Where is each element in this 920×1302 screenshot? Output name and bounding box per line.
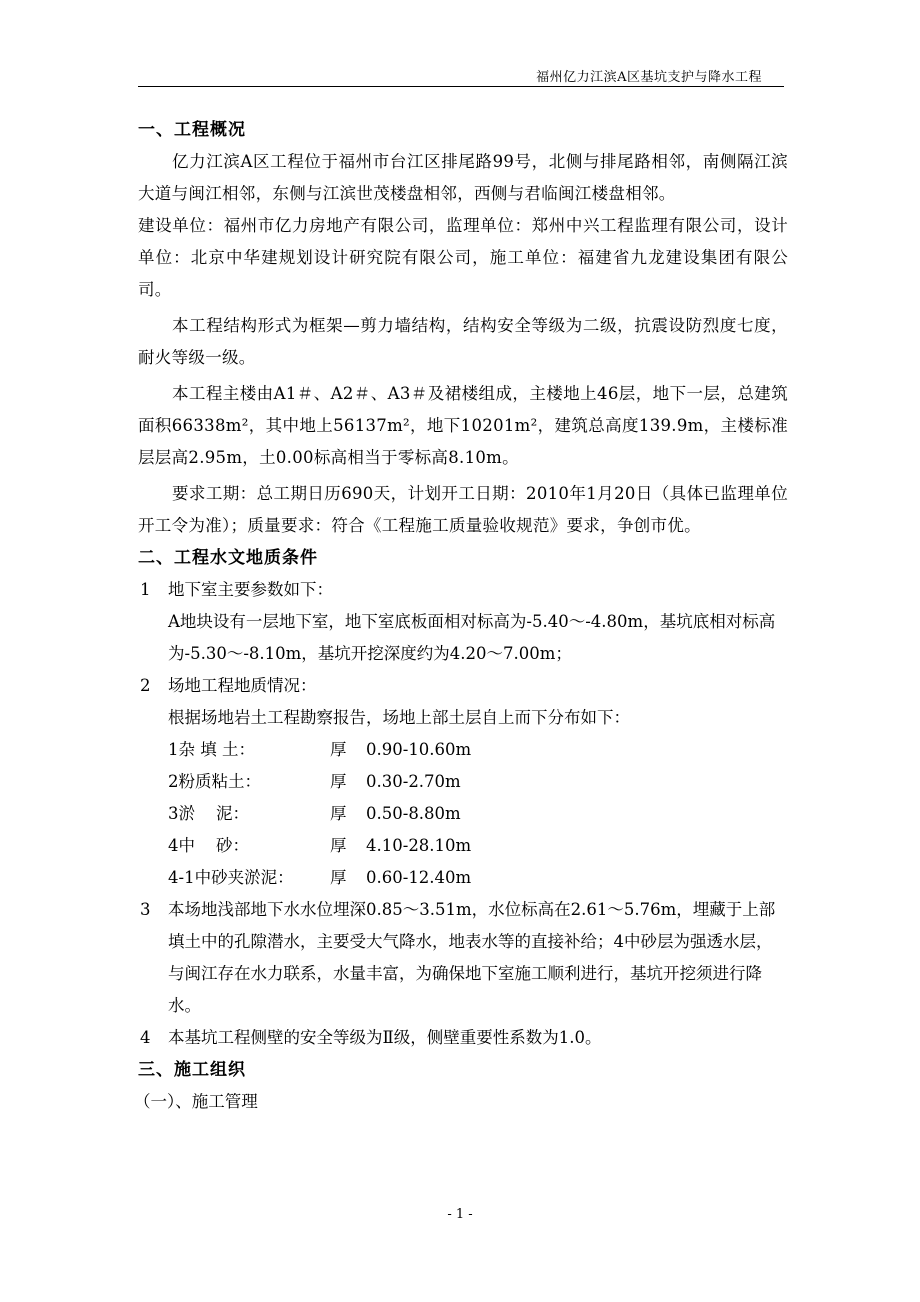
header-title: 福州亿力江滨A区基坑支护与降水工程 [536,70,762,85]
soil-layer-row [138,830,788,862]
soil-name: 2粉质粘土： [168,772,261,791]
soil-name: 1杂 填 土： [168,740,255,759]
building-paragraph: 本工程主楼由A1＃、A2＃、A3＃及裙楼组成，主楼地上46层，地下一层，总建筑面积66338m²，其中地上56137m²，地下10201m²，建筑总高度139.9m，主楼标准层层高2.95m，土0.00标高相当于零标高8.10m。 [138,384,788,467]
soil-layer-row [138,862,788,894]
soil-layer-row [138,766,788,798]
soil-name: 4-1中砂夹淤泥： [168,868,294,887]
soil-thickness-value: 0.30-2.70m [366,772,461,791]
item-2-body: 根据场地岩土工程勘察报告，场地上部土层自上而下分布如下： [168,708,630,727]
page-header [138,66,784,87]
section-3-subtitle: （一）、施工管理 [134,1092,258,1111]
soil-thickness-value: 0.60-12.40m [366,868,472,887]
document-body [134,114,788,1118]
item-4-body: 本基坑工程侧壁的安全等级为Ⅱ级，侧壁重要性系数为1.0。 [168,1028,602,1047]
soil-thickness-label: 厚 [330,836,347,855]
soil-thickness-value: 0.50-8.80m [366,804,461,823]
soil-thickness-label: 厚 [330,740,347,759]
soil-layer-row [138,798,788,830]
soil-thickness-value: 0.90-10.60m [366,740,472,759]
item-4-number: 4 [140,1028,151,1047]
soil-thickness-value: 4.10-28.10m [366,836,472,855]
item-2-number: 2 [140,676,151,695]
soil-thickness-label: 厚 [330,804,347,823]
project-location-paragraph: 亿力江滨A区工程位于福州市台江区排尾路99号，北侧与排尾路相邻，南侧隔江滨大道与闽江相邻，东侧与江滨世茂楼盘相邻，西侧与君临闽江楼盘相邻。 [138,152,788,203]
project-parties-paragraph: 建设单位：福州市亿力房地产有限公司，监理单位：郑州中兴工程监理有限公司，设计单位：北京中华建规划设计研究院有限公司，施工单位：福建省九龙建设集团有限公司。 [138,216,788,299]
item-4 [138,1022,788,1054]
soil-name: 4中 砂： [168,836,249,855]
item-1-body: A地块设有一层地下室，地下室底板面相对标高为-5.40～-4.80m，基坑底相对标高为-5.30～-8.10m，基坑开挖深度约为4.20～7.00m； [168,612,776,663]
item-1 [138,574,788,606]
item-3 [138,894,788,1022]
schedule-paragraph: 要求工期：总工期日历690天，计划开工日期：2010年1月20日（具体已监理单位开工令为准）；质量要求：符合《工程施工质量验收规范》要求，争创市优。 [138,484,788,535]
section-2-title: 二、工程水文地质条件 [138,548,318,568]
item-2-title: 场地工程地质情况： [168,676,317,695]
item-3-number: 3 [140,900,151,919]
item-2 [138,670,788,702]
soil-layer-row [138,734,788,766]
section-1-title: 一、工程概况 [138,120,246,140]
soil-thickness-label: 厚 [330,868,347,887]
soil-thickness-label: 厚 [330,772,347,791]
structure-paragraph: 本工程结构形式为框架—剪力墙结构，结构安全等级为二级，抗震设防烈度七度，耐火等级一级。 [138,316,788,367]
soil-name: 3淤 泥： [168,804,249,823]
item-3-body: 本场地浅部地下水水位埋深0.85～3.51m，水位标高在2.61～5.76m，埋藏于上部填土中的孔隙潜水，主要受大气降水，地表水等的直接补给；4中砂层为强透水层，与闽江存在水力联系，水量丰富，为确保地下室施工顺利进行，基坑开挖须进行降水。 [168,900,776,1015]
item-1-number: 1 [140,580,151,599]
section-3-title: 三、施工组织 [138,1060,246,1080]
item-1-title: 地下室主要参数如下： [168,580,333,599]
page-number: - 1 - [447,1207,473,1222]
